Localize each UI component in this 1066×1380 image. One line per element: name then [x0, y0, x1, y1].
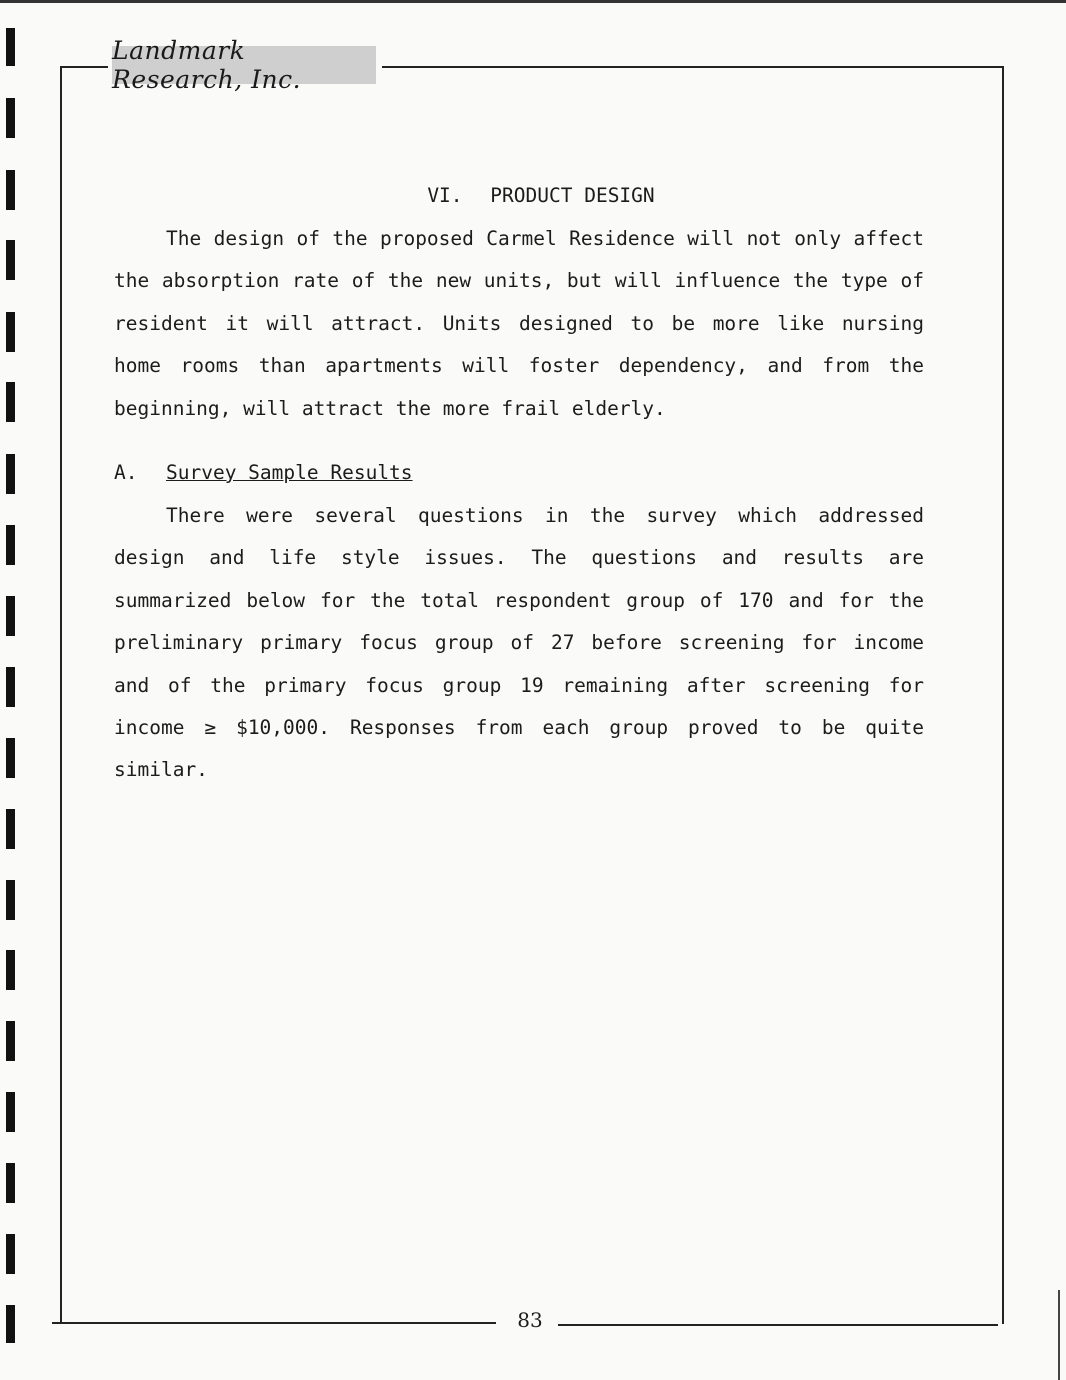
- page-top-edge: [0, 0, 1066, 3]
- binding-mark: [6, 738, 15, 778]
- section-title: PRODUCT DESIGN: [490, 184, 655, 207]
- binding-mark: [6, 1021, 15, 1061]
- binding-mark: [6, 667, 15, 707]
- binding-mark: [6, 98, 15, 138]
- binding-mark: [6, 1092, 15, 1132]
- section-heading: [0, 184, 1066, 207]
- section-number: VI.: [427, 184, 463, 207]
- survey-paragraph-text: There were several questions in the survey which addressed design and life style issues. The questions and results are summarized below for the total respondent group of 170 and for the preliminary primary focus group of 27 before screening for income and of the primary focus group 19 remaining after screening for income ≥ $10,000. Responses from each group proved to be quite similar.: [114, 504, 924, 782]
- intro-paragraph-block: [114, 218, 924, 430]
- binding-mark: [6, 1234, 15, 1274]
- frame-bottom-left: [52, 1322, 496, 1324]
- binding-mark: [6, 1305, 15, 1343]
- frame-right: [1002, 66, 1004, 1324]
- binding-mark: [6, 596, 15, 636]
- binding-mark: [6, 809, 15, 849]
- intro-paragraph-text: The design of the proposed Carmel Residence will not only affect the absorption rate of the new units, but will influence the type of resident it will attract. Units designed to be more like nursing home rooms than apartments will foster dependency, and from the beginning, will attract the more frail elderly.: [114, 227, 924, 420]
- binding-mark: [6, 525, 15, 565]
- binding-mark: [6, 28, 15, 66]
- binding-mark: [6, 454, 15, 494]
- frame-left: [60, 66, 62, 1324]
- letterhead-logo: Landmark Research, Inc.: [112, 46, 376, 84]
- binding-mark: [6, 240, 15, 280]
- frame-top-left: [60, 66, 108, 68]
- frame-bottom-right: [558, 1324, 998, 1326]
- intro-paragraph: [114, 218, 924, 430]
- binding-mark: [6, 950, 15, 990]
- page-number: 83: [517, 1308, 543, 1332]
- subsection-title: Survey Sample Results: [166, 461, 413, 484]
- survey-paragraph: [114, 495, 924, 792]
- binding-mark: [6, 1163, 15, 1203]
- binding-marks: [0, 0, 30, 1380]
- subsection-letter: A.: [114, 461, 138, 484]
- frame-top-right: [382, 66, 1004, 68]
- binding-mark: [6, 312, 15, 352]
- binding-mark: [6, 880, 15, 920]
- page-right-edge: [1058, 1290, 1060, 1380]
- survey-paragraph-block: [114, 495, 924, 792]
- binding-mark: [6, 382, 15, 422]
- subsection-heading: [114, 461, 413, 484]
